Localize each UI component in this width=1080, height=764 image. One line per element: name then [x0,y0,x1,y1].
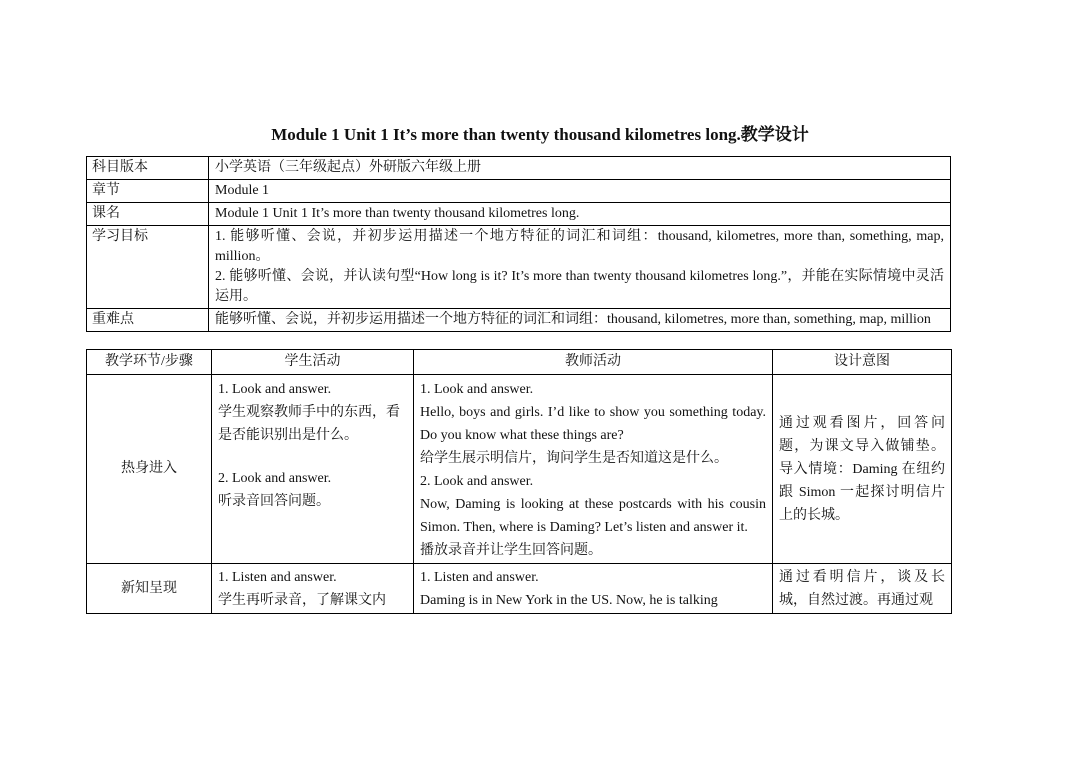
presentation-row [87,564,952,614]
warmup-student-step1-title: 1. Look and answer. [218,382,332,397]
warmup-teacher-step1-cn: 给学生展示明信片，询问学生是否知道这是什么。 [420,451,728,466]
teaching-plan-table [86,349,952,614]
chapter-value: Module 1 [209,180,951,203]
subject-row [87,157,951,180]
warmup-teacher-step2-text: Now, Daming is looking at these postcards with his cousin Simon. Then, where is Daming? Let’s listen and answer it. [420,497,766,535]
presentation-teacher-activity [414,564,773,614]
chapter-row [87,180,951,203]
presentation-design-intent: 通过看明信片，谈及长城，自然过渡。再通过观 [773,564,952,614]
key-points-row [87,309,951,332]
warmup-student-activity [212,375,414,564]
lesson-row [87,203,951,226]
plan-header-row [87,350,952,375]
header-student-activity: 学生活动 [212,350,414,375]
presentation-teacher-text: Daming is in New York in the US. Now, he is talking [420,593,718,608]
course-info-table [86,156,951,332]
lesson-label: 课名 [87,203,209,226]
presentation-teacher-title: 1. Listen and answer. [420,570,539,585]
goals-label: 学习目标 [87,226,209,309]
warmup-teacher-step1-title: 1. Look and answer. [420,382,534,397]
header-stage: 教学环节/步骤 [87,350,212,375]
warmup-student-step1-text: 学生观察教师手中的东西，看是否能识别出是什么。 [218,405,400,443]
document-title: Module 1 Unit 1 It’s more than twenty thousand kilometres long.教学设计 [271,125,809,144]
warmup-row [87,375,952,564]
presentation-stage: 新知呈现 [87,564,212,614]
presentation-student-title: 1. Listen and answer. [218,570,337,585]
lesson-value: Module 1 Unit 1 It’s more than twenty thousand kilometres long. [209,203,951,226]
warmup-design-intent: 通过观看图片，回答问题，为课文导入做铺垫。导入情境：Daming 在纽约跟 Simon 一起探讨明信片上的长城。 [773,375,952,564]
header-design-intent: 设计意图 [773,350,952,375]
warmup-stage: 热身进入 [87,375,212,564]
subject-value: 小学英语（三年级起点）外研版六年级上册 [209,157,951,180]
warmup-teacher-activity [414,375,773,564]
goals-row [87,226,951,309]
key-points-value: 能够听懂、会说，并初步运用描述一个地方特征的词汇和词组：thousand, kilometres, more than, something, map, million [209,309,951,332]
warmup-teacher-step2-title: 2. Look and answer. [420,474,534,489]
goal-item-2: 2. 能够听懂、会说，并认读句型“How long is it? It’s more than twenty thousand kilometres long.”，并能在实际情境中灵活运用。 [215,269,944,304]
goals-cell [209,226,951,309]
chapter-label: 章节 [87,180,209,203]
goal-item-1: 1. 能够听懂、会说，并初步运用描述一个地方特征的词汇和词组：thousand, kilometres, more than, something, map, million。 [215,229,944,264]
presentation-student-activity [212,564,414,614]
presentation-student-text: 学生再听录音，了解课文内 [218,593,386,608]
subject-label: 科目版本 [87,157,209,180]
warmup-student-step2-title: 2. Look and answer. [218,471,332,486]
key-points-label: 重难点 [87,309,209,332]
spacer [218,447,407,467]
warmup-teacher-step2-cn: 播放录音并让学生回答问题。 [420,543,602,558]
warmup-student-step2-text: 听录音回答问题。 [218,494,330,509]
header-teacher-activity: 教师活动 [414,350,773,375]
warmup-teacher-step1-text: Hello, boys and girls. I’d like to show you something today. Do you know what these things are? [420,405,766,443]
